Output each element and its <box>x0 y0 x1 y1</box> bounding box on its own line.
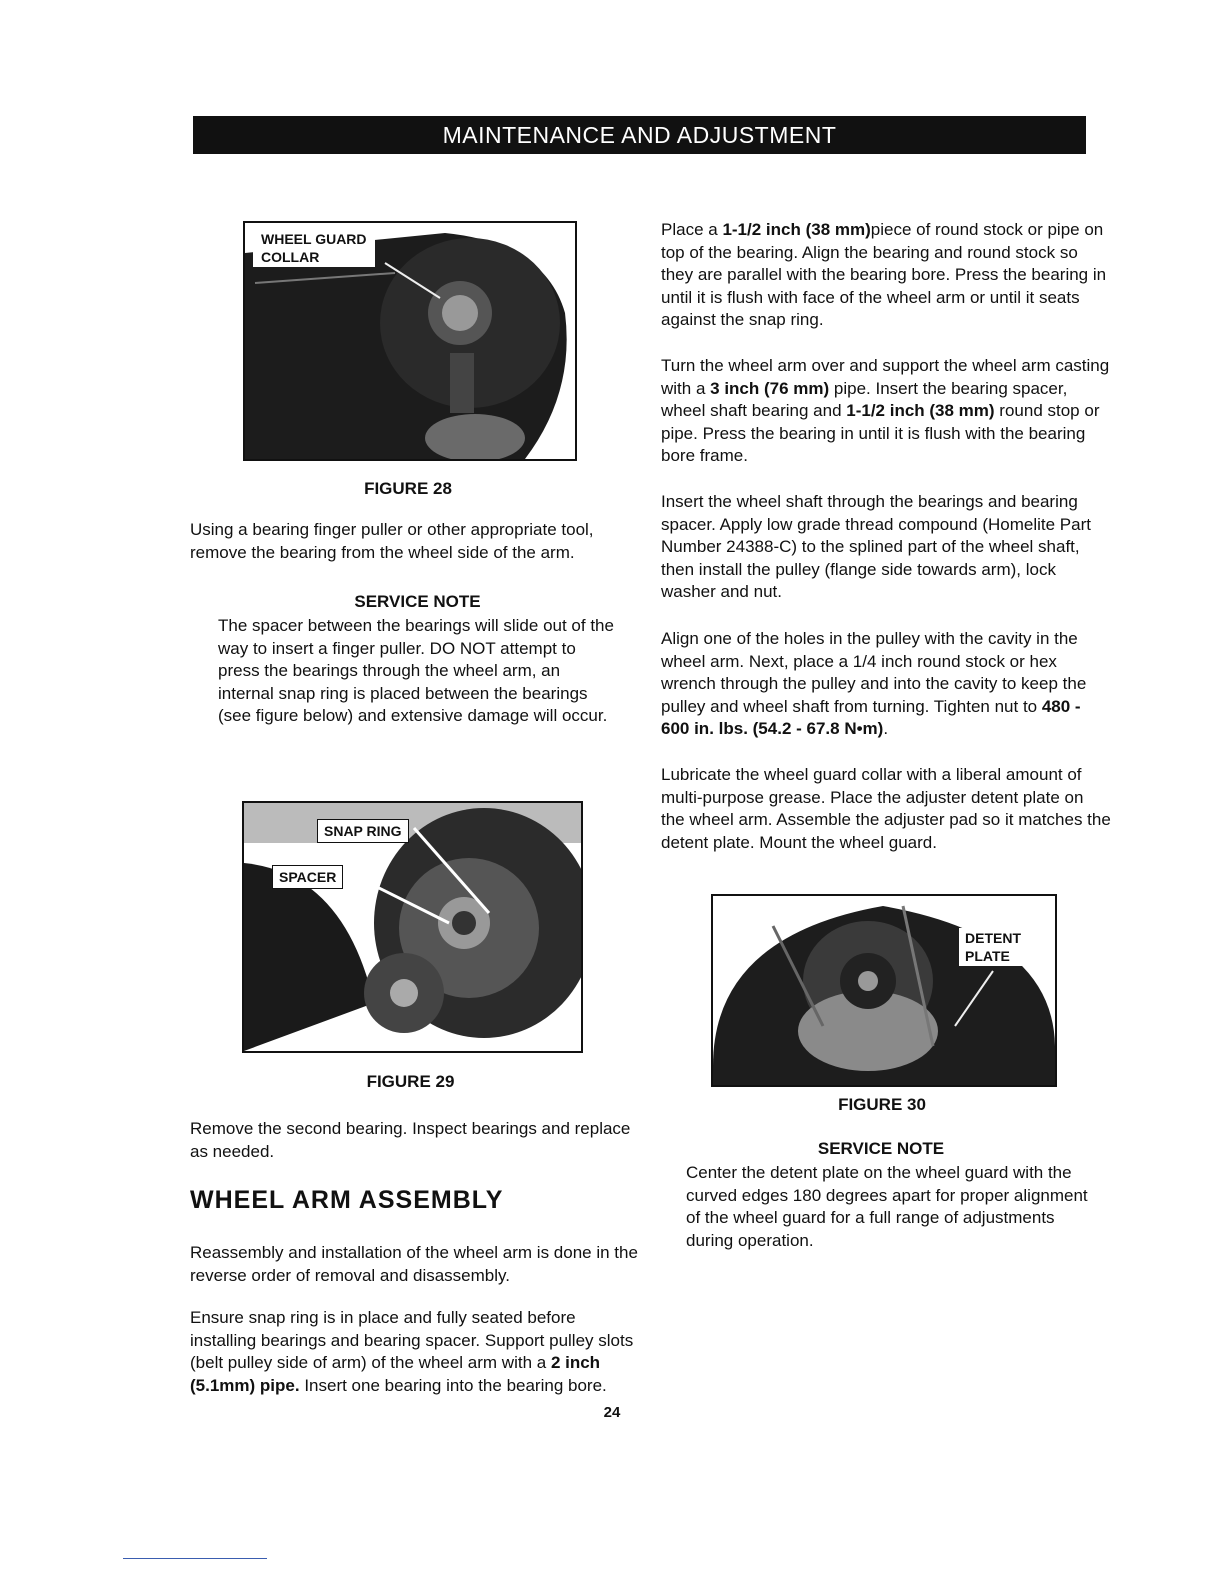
figure-28-caption: FIGURE 28 <box>364 479 452 498</box>
figure-30-caption: FIGURE 30 <box>838 1095 926 1114</box>
right-paragraph-4: Align one of the holes in the pulley with the cavity in the wheel arm. Next, place a 1/4 inch round stock or hex wrench through the pulley and into the cavity to keep the pulley and wheel shaft from turning. Tighten nut to 480 - 600 in. lbs. (54.2 - 67.8 N•m). <box>661 629 1087 738</box>
right-paragraph-3: Insert the wheel shaft through the bearings and bearing spacer. Apply low grade thread compound (Homelite Part Number 24388-C) to the splined part of the wheel shaft, then install the pulley (flange side towards arm), lock washer and nut. <box>661 492 1091 601</box>
right-service-note-title: SERVICE NOTE <box>817 1139 945 1158</box>
page-header: MAINTENANCE AND ADJUSTMENT <box>193 116 1086 154</box>
bottom-rule <box>123 1558 267 1559</box>
section-title-wheel-arm-assembly: WHEEL ARM ASSEMBLY <box>190 1186 504 1214</box>
page-number: 24 <box>603 1404 621 1421</box>
left-paragraph-4: Ensure snap ring is in place and fully seated before installing bearings and bearing spacer. Support pulley slots (belt pulley side of arm) of the wheel arm with a 2 inch (5.1mm) pipe. Insert one bearing into the bearing bore. <box>190 1308 634 1395</box>
left-service-note-text: The spacer between the bearings will slide out of the way to insert a finger puller. DO NOT attempt to press the bearings through the wheel arm, an internal snap ring is placed between the bearings (see figure below) and extensive damage will occur. <box>218 616 614 725</box>
left-service-note-title: SERVICE NOTE <box>354 592 481 611</box>
snap-ring-label: SNAP RING <box>317 819 409 843</box>
wheel-guard-label: WHEEL GUARD COLLAR <box>253 229 375 267</box>
figure-28-photo <box>243 221 577 461</box>
figure-30-image <box>713 896 1055 1085</box>
figure-29-photo <box>242 801 583 1053</box>
figure-30-photo <box>711 894 1057 1087</box>
right-paragraph-1: Place a 1-1/2 inch (38 mm)piece of round stock or pipe on top of the bearing. Align the bearing and round stock so they are parallel with the bearing bore. Press the bearing in until it is flush with face of the wheel arm or until it seats against the snap ring. <box>661 220 1107 329</box>
right-paragraph-5: Lubricate the wheel guard collar with a liberal amount of multi-purpose grease. Place the adjuster detent plate on the wheel arm. Assemble the adjuster pad so it matches the detent plate. Mount the wheel guard. <box>661 765 1111 852</box>
left-paragraph-2: Remove the second bearing. Inspect bearings and replace as needed. <box>190 1119 631 1161</box>
right-paragraph-2: Turn the wheel arm over and support the wheel arm casting with a 3 inch (76 mm) pipe. Insert the bearing spacer, wheel shaft bearing and 1-1/2 inch (38 mm) round stop or pipe. Press the bearing in until it is flush with the bearing bore frame. <box>661 356 1110 465</box>
left-paragraph-1: Using a bearing finger puller or other appropriate tool, remove the bearing from the wheel side of the arm. <box>190 520 594 562</box>
spacer-label: SPACER <box>272 865 343 889</box>
right-service-note-text: Center the detent plate on the wheel guard with the curved edges 180 degrees apart for proper alignment of the wheel guard for a full range of adjustments during operation. <box>686 1163 1088 1250</box>
left-paragraph-3: Reassembly and installation of the wheel arm is done in the reverse order of removal and disassembly. <box>190 1243 638 1285</box>
figure-29-image <box>244 803 581 1051</box>
figure-29-caption: FIGURE 29 <box>366 1072 455 1091</box>
detent-plate-label: DETENT PLATE <box>959 928 1027 966</box>
